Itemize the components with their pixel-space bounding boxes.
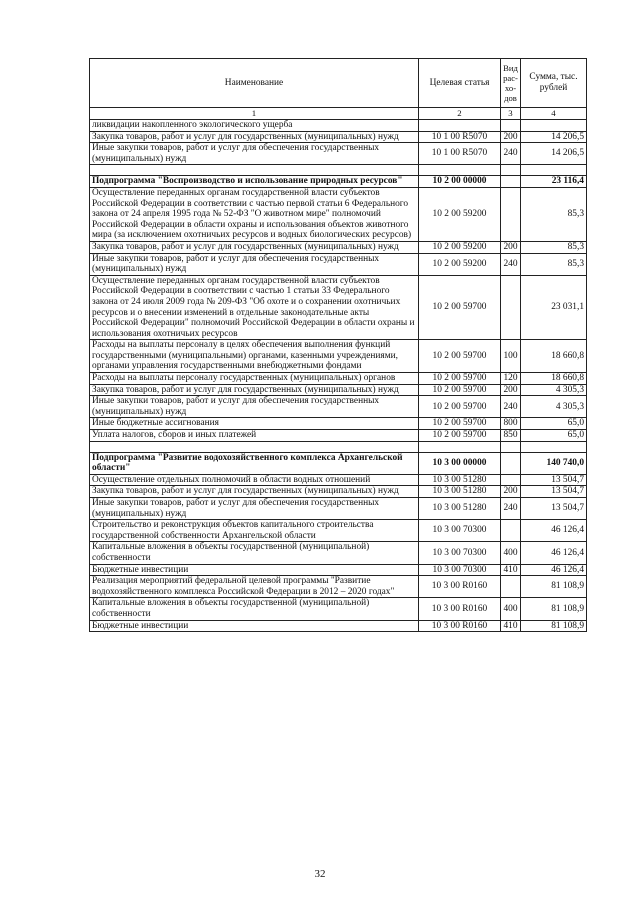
row-expense-kind: 400 [501,598,521,620]
row-name: Капитальные вложения в объекты государственной (муниципальной) собственности [90,598,419,620]
row-sum: 46 126,4 [521,520,587,542]
row-target-article: 10 2 00 59700 [419,373,501,385]
row-target-article: 10 2 00 00000 [419,176,501,188]
table-row [90,598,587,620]
row-expense-kind [501,176,521,188]
table-row [90,131,587,143]
row-sum: 81 108,9 [521,620,587,632]
table-row [90,396,587,418]
header-target-article: Целевая статья [419,59,501,108]
row-expense-kind: 240 [501,253,521,275]
table-row [90,576,587,598]
row-expense-kind [501,275,521,340]
row-expense-kind [501,120,521,132]
row-target-article [419,120,501,132]
row-name: Бюджетные инвестиции [90,620,419,632]
row-target-article: 10 2 00 59700 [419,340,501,373]
row-sum: 13 504,7 [521,474,587,486]
row-sum: 81 108,9 [521,598,587,620]
row-expense-kind [501,520,521,542]
row-target-article [419,441,501,452]
table-row [90,430,587,442]
table-body [90,120,587,632]
colnum-3: 3 [501,108,521,120]
table-row [90,498,587,520]
row-name: Уплата налогов, сборов и иных платежей [90,430,419,442]
row-sum: 140 740,0 [521,452,587,474]
row-name: Иные закупки товаров, работ и услуг для обеспечения государственных (муниципальных) нужд [90,498,419,520]
row-target-article: 10 2 00 59200 [419,241,501,253]
table-row [90,418,587,430]
row-sum: 14 206,5 [521,143,587,165]
row-sum: 23 031,1 [521,275,587,340]
row-name: Осуществление переданных органам государственной власти субъектов Российской Федерации в соответствии с частью первой статьи 6 Федерального закона от 24 апреля 1995 года № 52-ФЗ "О животном мире" полномочий Российской Федерации в области охраны и использования объектов животного мира (за исключением охотничьих ресурсов и водных биологических ресурсов) [90,187,419,241]
row-target-article: 10 3 00 70300 [419,542,501,564]
row-name: Закупка товаров, работ и услуг для государственных (муниципальных) нужд [90,486,419,498]
row-sum: 81 108,9 [521,576,587,598]
row-target-article: 10 3 00 51280 [419,498,501,520]
row-sum: 85,3 [521,187,587,241]
row-name: Подпрограмма "Развитие водохозяйственного комплекса Архангельской области" [90,452,419,474]
row-name [90,165,419,176]
row-sum: 46 126,4 [521,542,587,564]
row-target-article: 10 3 00 70300 [419,564,501,576]
row-target-article: 10 2 00 59700 [419,275,501,340]
row-expense-kind: 410 [501,564,521,576]
row-name: ликвидации накопленного экологического ущерба [90,120,419,132]
row-target-article: 10 2 00 59700 [419,430,501,442]
row-expense-kind: 240 [501,498,521,520]
table-row [90,373,587,385]
row-target-article: 10 1 00 R5070 [419,131,501,143]
row-sum: 14 206,5 [521,131,587,143]
table-row [90,384,587,396]
row-target-article [419,165,501,176]
row-sum: 13 504,7 [521,498,587,520]
row-name: Бюджетные инвестиции [90,564,419,576]
row-expense-kind [501,576,521,598]
row-sum: 65,0 [521,430,587,442]
row-name: Закупка товаров, работ и услуг для государственных (муниципальных) нужд [90,384,419,396]
row-sum: 13 504,7 [521,486,587,498]
row-target-article: 10 2 00 59200 [419,187,501,241]
row-expense-kind: 400 [501,542,521,564]
table-row [90,474,587,486]
row-name: Реализация мероприятий федеральной целевой программы "Развитие водохозяйственного комплекса Российской Федерации в 2012 – 2020 годах" [90,576,419,598]
row-sum: 18 660,8 [521,340,587,373]
row-target-article: 10 3 00 R0160 [419,576,501,598]
row-expense-kind: 100 [501,340,521,373]
row-name: Иные закупки товаров, работ и услуг для обеспечения государственных (муниципальных) нужд [90,143,419,165]
table-row [90,275,587,340]
row-name: Осуществление отдельных полномочий в области водных отношений [90,474,419,486]
row-target-article: 10 2 00 59700 [419,396,501,418]
row-sum [521,120,587,132]
colnum-4: 4 [521,108,587,120]
table-row [90,253,587,275]
row-expense-kind: 200 [501,131,521,143]
header-name: Наименование [90,59,419,108]
budget-table [89,58,587,632]
subprogram-row [90,452,587,474]
row-sum: 18 660,8 [521,373,587,385]
row-expense-kind: 120 [501,373,521,385]
row-target-article: 10 3 00 70300 [419,520,501,542]
row-sum: 85,3 [521,241,587,253]
row-name: Осуществление переданных органам государственной власти субъектов Российской Федерации в соответствии с частью 1 статьи 33 Федерального закона от 24 июля 2009 года № 209-ФЗ "Об охоте и о сохранении охотничьих ресурсов и о внесении изменений в отдельные законодательные акты Российской Федерации" полномочий Российской Федерации в области охраны и использования охотничьих ресурсов [90,275,419,340]
row-sum: 46 126,4 [521,564,587,576]
row-expense-kind: 850 [501,430,521,442]
table-row [90,486,587,498]
spacer-row [90,165,587,176]
table-row [90,187,587,241]
row-expense-kind: 200 [501,241,521,253]
row-target-article: 10 2 00 59700 [419,418,501,430]
subprogram-row [90,176,587,188]
row-sum: 85,3 [521,253,587,275]
row-sum [521,441,587,452]
table-row [90,340,587,373]
row-target-article: 10 2 00 59700 [419,384,501,396]
row-target-article: 10 3 00 51280 [419,486,501,498]
row-expense-kind [501,187,521,241]
row-expense-kind: 200 [501,384,521,396]
row-expense-kind: 410 [501,620,521,632]
row-sum: 4 305,3 [521,384,587,396]
column-number-row [90,108,587,120]
header-expense-kind: Вид рас-хо-дов [501,59,521,108]
table-row [90,620,587,632]
page-number: 32 [314,868,326,880]
row-name: Закупка товаров, работ и услуг для государственных (муниципальных) нужд [90,241,419,253]
table-row [90,241,587,253]
row-expense-kind: 240 [501,396,521,418]
table-row [90,143,587,165]
row-sum: 23 116,4 [521,176,587,188]
row-name: Капитальные вложения в объекты государственной (муниципальной) собственности [90,542,419,564]
row-name: Подпрограмма "Воспроизводство и использование природных ресурсов" [90,176,419,188]
table-row [90,542,587,564]
row-name: Иные закупки товаров, работ и услуг для обеспечения государственных (муниципальных) нужд [90,396,419,418]
spacer-row [90,441,587,452]
colnum-1: 1 [90,108,419,120]
row-expense-kind [501,165,521,176]
row-sum: 65,0 [521,418,587,430]
row-name: Иные бюджетные ассигнования [90,418,419,430]
table-row [90,120,587,132]
row-name: Иные закупки товаров, работ и услуг для обеспечения государственных (муниципальных) нужд [90,253,419,275]
colnum-2: 2 [419,108,501,120]
table-row [90,520,587,542]
table-row [90,564,587,576]
row-expense-kind: 200 [501,486,521,498]
row-target-article: 10 3 00 51280 [419,474,501,486]
row-sum: 4 305,3 [521,396,587,418]
row-expense-kind [501,441,521,452]
row-name: Расходы на выплаты персоналу в целях обеспечения выполнения функций государственными (муниципальными) органами, казенными учреждениями, органами управления государственными внебюджетными фондами [90,340,419,373]
row-name: Закупка товаров, работ и услуг для государственных (муниципальных) нужд [90,131,419,143]
row-target-article: 10 3 00 R0160 [419,598,501,620]
row-expense-kind [501,452,521,474]
row-expense-kind: 240 [501,143,521,165]
row-target-article: 10 2 00 59200 [419,253,501,275]
header-sum: Сумма, тыс. рублей [521,59,587,108]
row-expense-kind: 800 [501,418,521,430]
row-name: Строительство и реконструкция объектов капитального строительства государственной собственности Архангельской области [90,520,419,542]
row-sum [521,165,587,176]
row-target-article: 10 3 00 00000 [419,452,501,474]
row-target-article: 10 1 00 R5070 [419,143,501,165]
header-row [90,59,587,108]
row-expense-kind [501,474,521,486]
row-name [90,441,419,452]
row-name: Расходы на выплаты персоналу государственных (муниципальных) органов [90,373,419,385]
row-target-article: 10 3 00 R0160 [419,620,501,632]
